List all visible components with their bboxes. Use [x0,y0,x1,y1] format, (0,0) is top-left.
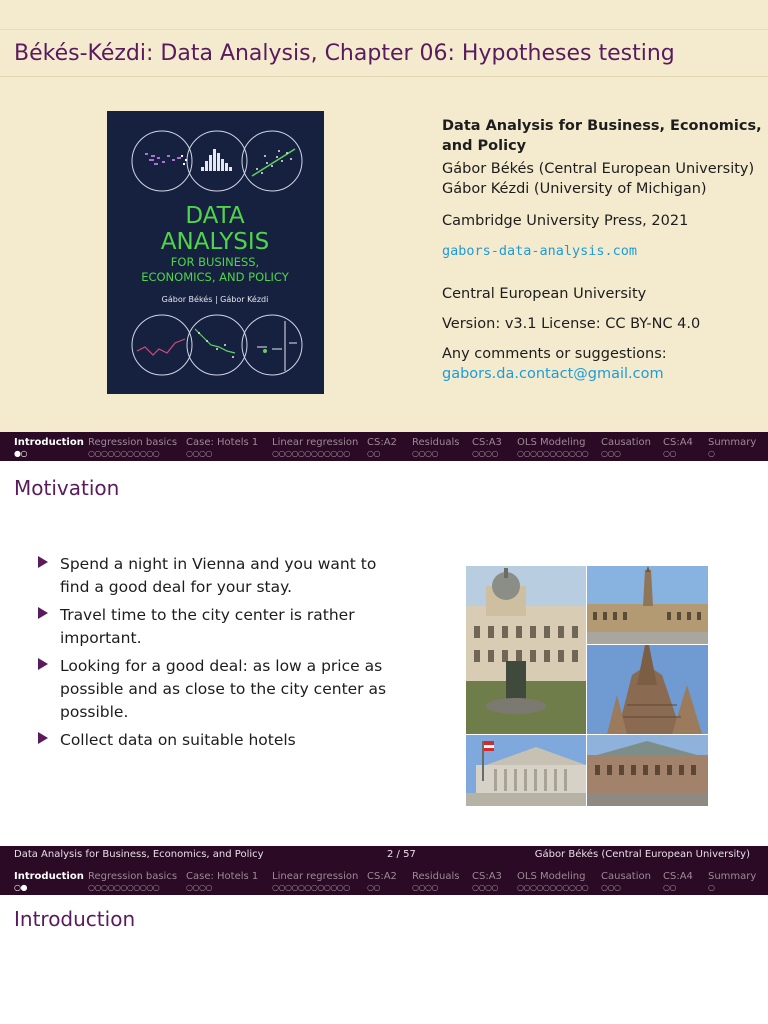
vienna-photo-collage [466,566,708,806]
nav-section-residuals[interactable]: Residuals [412,437,460,448]
nav-section-cs-a4[interactable]: CS:A4 [663,871,693,882]
nav-section-case-hotels-1[interactable]: Case: Hotels 1 [186,437,259,448]
nav-section-causation[interactable]: Causation [601,871,651,882]
nav-section-case-hotels-1[interactable]: Case: Hotels 1 [186,871,259,882]
book-info [442,116,762,384]
book-title-line1: Data Analysis for Business, Economics, [442,118,762,134]
nav-section-progress-dots[interactable]: ○○○○○○○○○○○ [517,883,589,892]
nav-section-progress-dots[interactable]: ○○○○ [412,449,438,458]
presentation-title: Békés-Kézdi: Data Analysis, Chapter 06: Hypotheses testing [14,41,675,66]
author-2: Gábor Kézdi (University of Michigan) [442,181,707,197]
photo-city-hall [587,566,708,644]
email-link[interactable]: gabors.da.contact@gmail.com [442,366,664,382]
nav-section-cs-a3[interactable]: CS:A3 [472,871,502,882]
nav-section-progress-dots[interactable]: ○○ [663,449,676,458]
nav-section-progress-dots[interactable]: ●○ [14,449,27,458]
slide-footer [0,846,768,866]
nav-section-cs-a3[interactable]: CS:A3 [472,437,502,448]
nav-section-cs-a2[interactable]: CS:A2 [367,871,397,882]
nav-section-linear-regression[interactable]: Linear regression [272,871,359,882]
nav-section-progress-dots[interactable]: ○○○○ [186,883,212,892]
top-strip [0,0,768,30]
bullet-list [38,553,398,757]
nav-section-progress-dots[interactable]: ○○ [663,883,676,892]
nav-section-progress-dots[interactable]: ○○○○○○○○○○○○ [272,449,350,458]
slide-title: Motivation [14,476,120,500]
nav-section-progress-dots[interactable]: ○ [708,883,715,892]
photo-cathedral [587,645,708,734]
section-nav-bar [0,432,768,461]
comments-label: Any comments or suggestions: [442,346,667,362]
cover-title-line1: DATA [185,203,245,229]
nav-section-progress-dots[interactable]: ○○○ [601,449,621,458]
nav-section-regression-basics[interactable]: Regression basics [88,437,178,448]
nav-section-progress-dots[interactable]: ○○ [367,883,380,892]
nav-section-ols-modeling[interactable]: OLS Modeling [517,437,586,448]
footer-author: Gábor Békés (Central European University) [534,849,750,860]
nav-section-progress-dots[interactable]: ○○○○ [412,883,438,892]
nav-section-introduction[interactable]: Introduction [14,437,84,448]
nav-section-progress-dots[interactable]: ○○○○ [472,449,498,458]
photo-parliament [466,735,586,806]
cover-title-line2: ANALYSIS [160,229,270,255]
nav-section-progress-dots[interactable]: ○○○ [601,883,621,892]
footer-page-number: 2 / 57 [387,849,416,860]
nav-section-linear-regression[interactable]: Linear regression [272,437,359,448]
section-nav-bar-2 [0,866,768,895]
nav-section-summary[interactable]: Summary [708,437,757,448]
author-1: Gábor Békés (Central European University) [442,161,755,177]
bullet-item: Travel time to the city center is rather important. [38,604,398,650]
bullet-triangle-icon [38,732,48,744]
nav-section-progress-dots[interactable]: ○○○○○○○○○○○ [88,449,160,458]
book-cover-image [107,111,324,394]
publisher: Cambridge University Press, 2021 [442,213,689,229]
cover-authors: Gábor Békés | Gábor Kézdi [161,295,269,304]
bullet-item: Looking for a good deal: as low a price as possible and as close to the city center as possible. [38,655,398,724]
photo-opera-house [587,735,708,806]
nav-section-cs-a2[interactable]: CS:A2 [367,437,397,448]
slide-title: Introduction [14,907,136,931]
nav-section-progress-dots[interactable]: ○ [708,449,715,458]
cover-subtitle-line1: FOR BUSINESS, [170,255,260,269]
book-title-line2: and Policy [442,138,527,154]
title-bar [0,31,768,77]
introduction-slide [0,895,768,1024]
website-link[interactable]: gabors-data-analysis.com [442,243,638,259]
nav-section-ols-modeling[interactable]: OLS Modeling [517,871,586,882]
bullet-item: Spend a night in Vienna and you want to find a good deal for your stay. [38,553,398,599]
bullet-triangle-icon [38,607,48,619]
title-slide [0,0,768,432]
nav-section-summary[interactable]: Summary [708,871,757,882]
nav-section-progress-dots[interactable]: ○○○○○○○○○○○ [88,883,160,892]
institution: Central European University [442,286,647,302]
nav-section-regression-basics[interactable]: Regression basics [88,871,178,882]
nav-section-introduction[interactable]: Introduction [14,871,84,882]
bullet-item: Collect data on suitable hotels [38,729,398,752]
nav-section-progress-dots[interactable]: ○○○○ [186,449,212,458]
nav-section-causation[interactable]: Causation [601,437,651,448]
nav-section-cs-a4[interactable]: CS:A4 [663,437,693,448]
bullet-triangle-icon [38,658,48,670]
bullet-triangle-icon [38,556,48,568]
nav-section-progress-dots[interactable]: ○○ [367,449,380,458]
footer-book-title: Data Analysis for Business, Economics, and Policy [14,849,264,860]
nav-section-progress-dots[interactable]: ○○○○ [472,883,498,892]
cover-subtitle-line2: ECONOMICS, AND POLICY [141,270,289,284]
photo-museum [466,566,586,734]
motivation-slide [0,461,768,846]
nav-section-progress-dots[interactable]: ○● [14,883,27,892]
nav-section-progress-dots[interactable]: ○○○○○○○○○○○○ [272,883,350,892]
version-license: Version: v3.1 License: CC BY-NC 4.0 [442,316,701,332]
nav-section-residuals[interactable]: Residuals [412,871,460,882]
nav-section-progress-dots[interactable]: ○○○○○○○○○○○ [517,449,589,458]
